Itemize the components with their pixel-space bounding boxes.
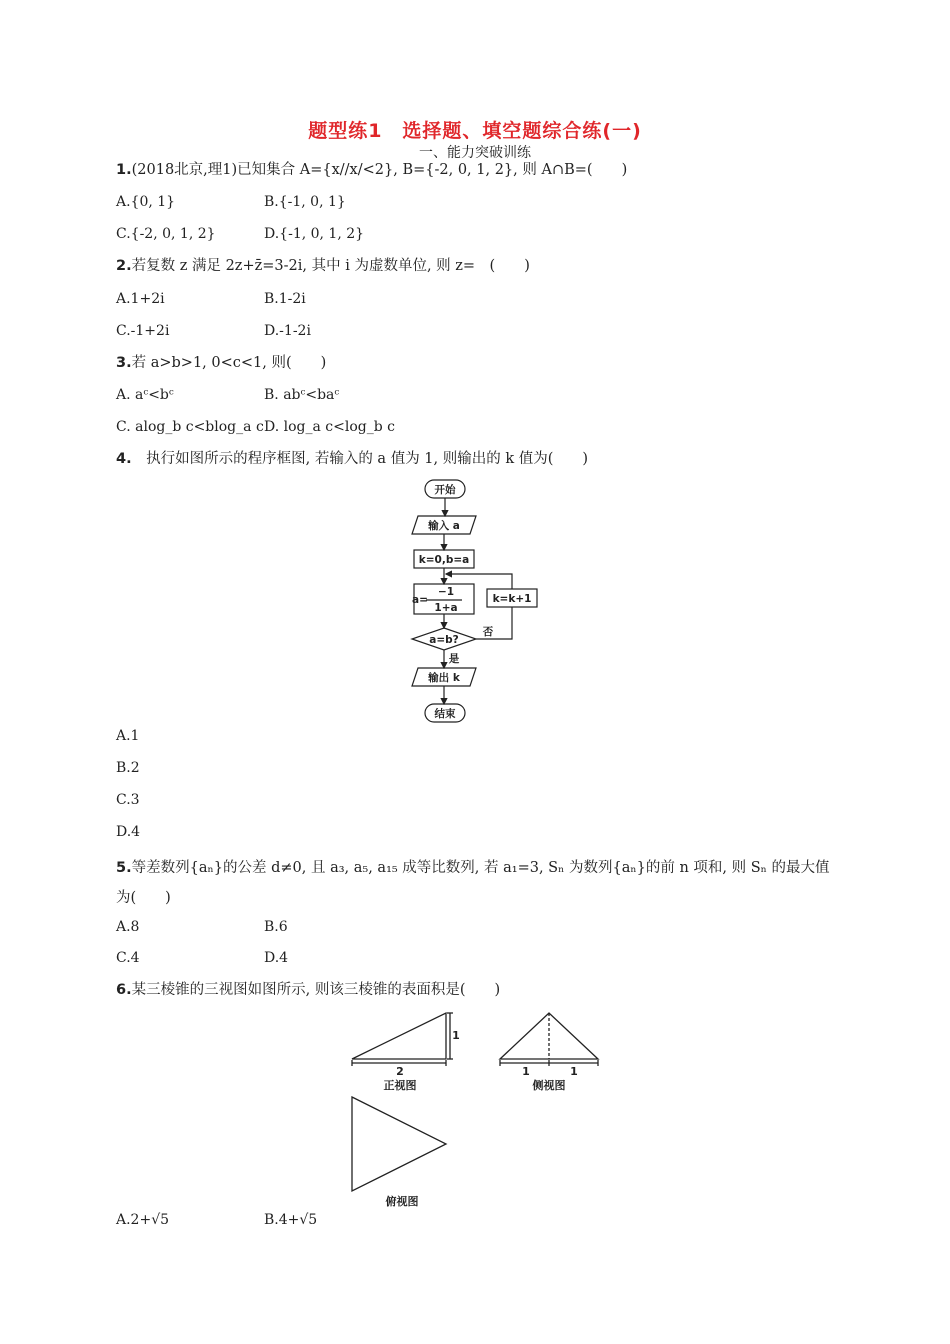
output-label: 输出 k [428,672,460,684]
question-text: 若 a>b>1, 0<c<1, 则( ) [131,355,327,371]
side-view-label: 侧视图 [532,1079,566,1092]
question-text: 执行如图所示的程序框图, 若输入的 a 值为 1, 则输出的 k 值为( ) [131,451,589,467]
front-width-label: 2 [396,1065,404,1078]
assign-lhs-label: a= [412,594,428,606]
end-label: 结束 [434,708,456,720]
option-2a: A.1+2i [116,291,165,307]
option-5d: D.4 [264,950,289,966]
option-5c: C.4 [116,950,140,966]
option-3a: A. aᶜ<bᶜ [116,387,174,403]
question-2 [116,256,530,276]
option-4a: A.1 [116,728,140,744]
three-view-diagram [340,1005,610,1210]
question-number: 2. [116,258,132,274]
question-text: 某三棱锥的三视图如图所示, 则该三棱锥的表面积是( ) [131,982,501,998]
question-4 [116,449,588,469]
front-view-label: 正视图 [383,1079,417,1092]
no-label: 否 [482,626,494,638]
side-left-label: 1 [522,1065,530,1078]
question-1 [116,160,627,180]
assign-denominator-label: 1+a [434,602,458,614]
start-label: 开始 [434,484,456,496]
option-6a: A.2+√5 [116,1212,170,1228]
front-view-triangle [352,1013,446,1059]
option-3c: C. alog_b c<blog_a c [116,419,264,435]
question-3 [116,353,326,373]
page-title: 题型练1 选择题、填空题综合练(一) [308,120,642,142]
question-text: 等差数列{aₙ}的公差 d≠0, 且 a₃, a₅, a₁₅ 成等比数列, 若 a₁=3, Sₙ 为数列{aₙ}的前 n 项和, 则 Sₙ 的最大值为( ) [116,860,830,906]
option-1d: D.{-1, 0, 1, 2} [264,226,365,242]
question-6 [116,980,500,1000]
option-2c: C.-1+2i [116,323,170,339]
section-heading: 一、能力突破训练 [419,145,531,161]
option-4b: B.2 [116,760,140,776]
question-text: (2018北京,理1)已知集合 A={x//x/<2}, B={-2, 0, 1, 2}, 则 A∩B=( ) [131,162,628,178]
input-label: 输入 a [428,520,460,532]
option-3d: D. log_a c<log_b c [264,419,395,435]
side-right-label: 1 [570,1065,578,1078]
option-1a: A.{0, 1} [116,194,176,210]
question-number: 1. [116,162,132,178]
question-number: 6. [116,982,132,998]
front-height-label: 1 [452,1029,460,1042]
assign-numerator-label: −1 [437,586,455,598]
question-5 [116,853,836,913]
question-number: 4. [116,451,132,467]
option-1b: B.{-1, 0, 1} [264,194,346,210]
increment-label: k=k+1 [492,593,532,605]
yes-label: 是 [448,653,460,665]
question-text: 若复数 z 满足 2z+z̄=3-2i, 其中 i 为虚数单位, 则 z= ( ) [131,258,530,274]
option-2b: B.1-2i [264,291,306,307]
init-label: k=0,b=a [418,554,470,566]
option-5a: A.8 [116,919,140,935]
top-view-triangle [352,1097,446,1191]
option-4d: D.4 [116,824,141,840]
top-view-label: 俯视图 [385,1195,419,1208]
option-6b: B.4+√5 [264,1212,318,1228]
option-1c: C.{-2, 0, 1, 2} [116,226,216,242]
option-3b: B. abᶜ<baᶜ [264,387,340,403]
option-4c: C.3 [116,792,140,808]
option-5b: B.6 [264,919,288,935]
option-2d: D.-1-2i [264,323,311,339]
condition-label: a=b? [429,634,459,646]
flowchart [400,474,560,729]
question-number: 3. [116,355,132,371]
question-number: 5. [116,860,132,876]
